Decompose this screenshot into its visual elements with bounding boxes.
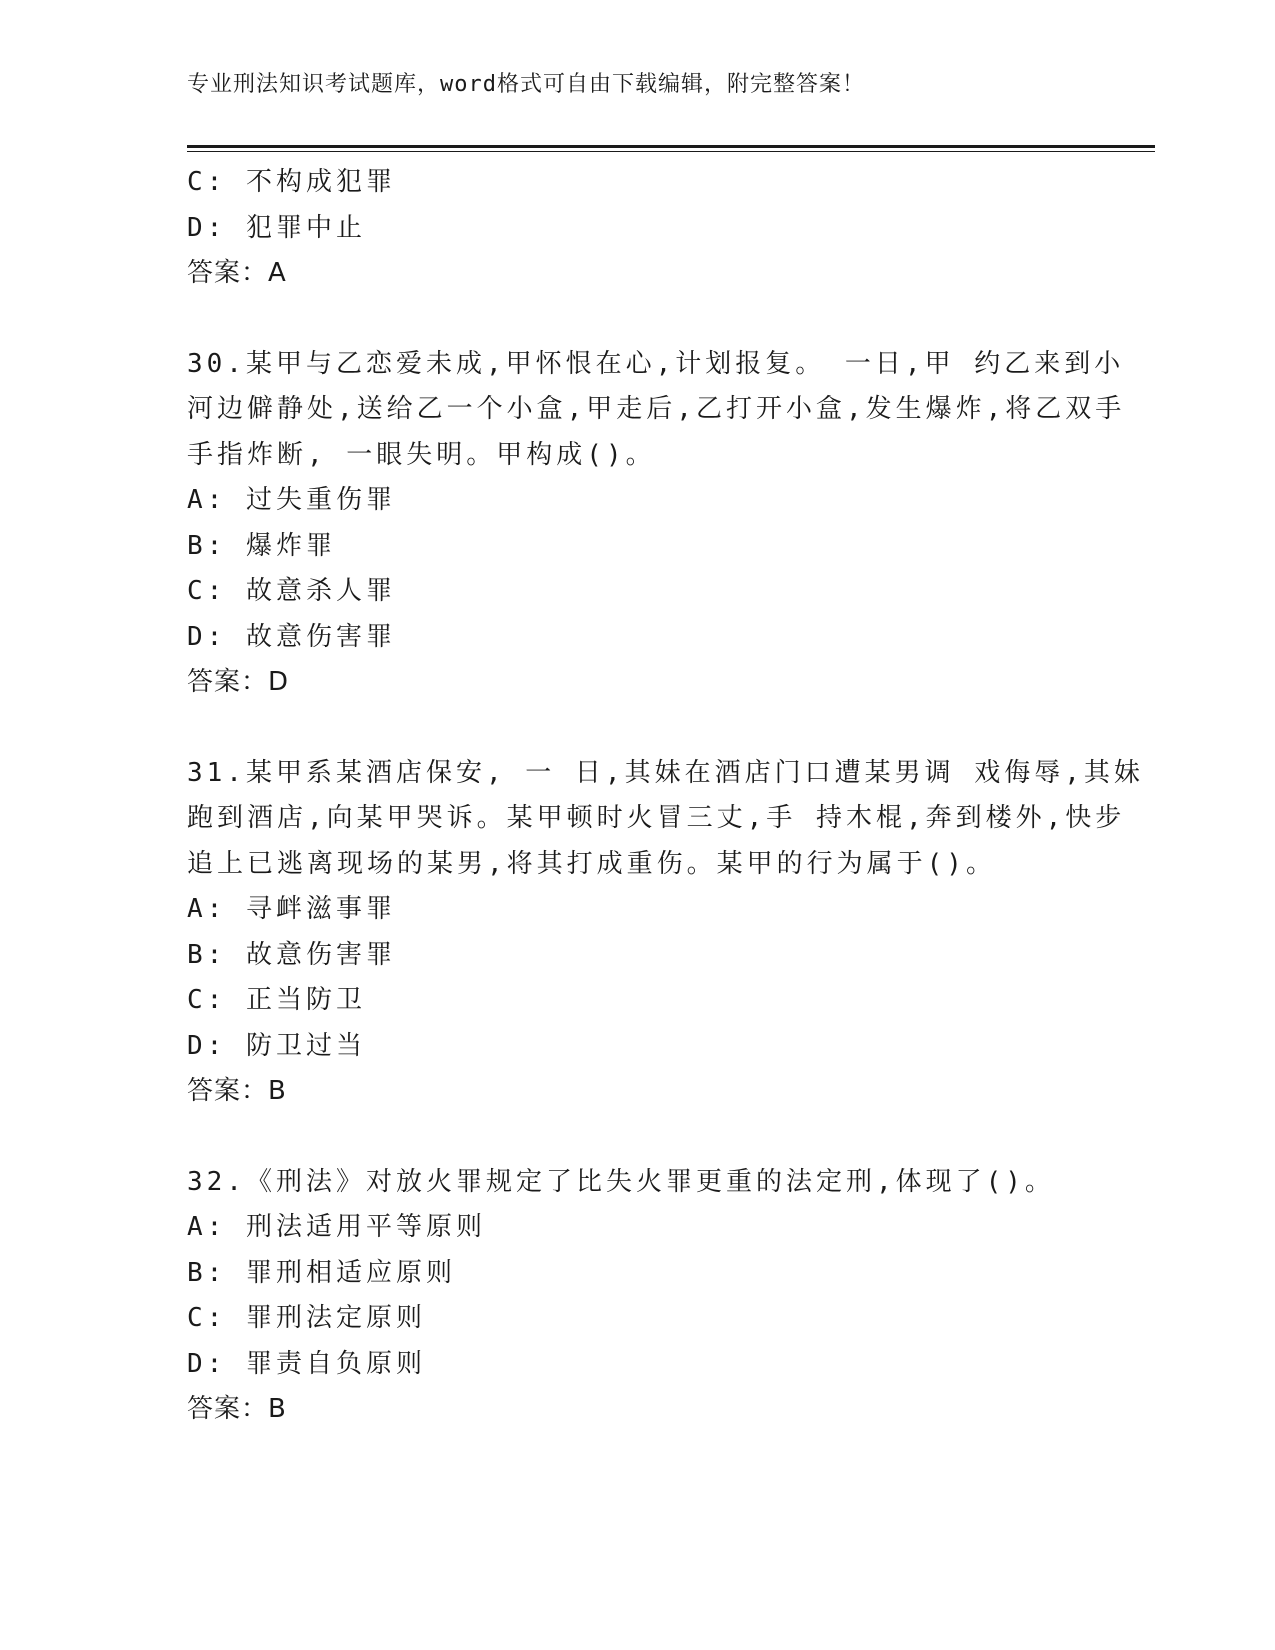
option-a: A: 刑法适用平等原则	[187, 1212, 486, 1242]
option-c: C: 罪刑法定原则	[187, 1303, 426, 1333]
answer: 答案：A	[187, 258, 287, 288]
question-31	[187, 751, 1144, 1115]
document-body	[187, 160, 1144, 1433]
question-stem-line: 31.某甲系某酒店保安, 一 日,其妹在酒店门口遭某男调 戏侮辱,其妹	[187, 757, 1144, 788]
option-c: C: 故意杀人罪	[187, 576, 396, 606]
question-stem-line: 手指炸断, 一眼失明。甲构成()。	[187, 439, 656, 470]
option-a: A: 过失重伤罪	[187, 485, 396, 515]
option-d: D: 犯罪中止	[187, 212, 366, 243]
question-stem-line: 追上已逃离现场的某男,将其打成重伤。某甲的行为属于()。	[187, 848, 996, 879]
option-b: B: 爆炸罪	[187, 530, 336, 561]
answer: 答案：D	[187, 667, 290, 697]
option-b: B: 故意伤害罪	[187, 939, 396, 970]
question-stem-line: 跑到酒店,向某甲哭诉。某甲顿时火冒三丈,手 持木棍,奔到楼外,快步	[187, 803, 1126, 833]
option-c: C: 不构成犯罪	[187, 167, 396, 197]
page-header: 专业刑法知识考试题库，word格式可自由下载编辑，附完整答案！	[187, 72, 865, 97]
option-d: D: 罪责自负原则	[187, 1348, 426, 1379]
carryover-question	[187, 160, 1087, 297]
header-rule	[187, 145, 1155, 152]
option-b: B: 罪刑相适应原则	[187, 1257, 456, 1288]
question-32	[187, 1160, 1087, 1433]
answer: 答案：B	[187, 1076, 287, 1106]
question-stem-line: 河边僻静处,送给乙一个小盒,甲走后,乙打开小盒,发生爆炸,将乙双手	[187, 394, 1126, 424]
question-stem-line: 32.《刑法》对放火罪规定了比失火罪更重的法定刑,体现了()。	[187, 1166, 1055, 1197]
option-a: A: 寻衅滋事罪	[187, 894, 396, 924]
question-stem-line: 30.某甲与乙恋爱未成,甲怀恨在心,计划报复。 一日,甲 约乙来到小	[187, 348, 1125, 379]
option-c: C: 正当防卫	[187, 985, 366, 1015]
option-d: D: 故意伤害罪	[187, 621, 396, 652]
answer: 答案：B	[187, 1394, 287, 1424]
question-30	[187, 342, 1126, 706]
option-d: D: 防卫过当	[187, 1030, 366, 1061]
